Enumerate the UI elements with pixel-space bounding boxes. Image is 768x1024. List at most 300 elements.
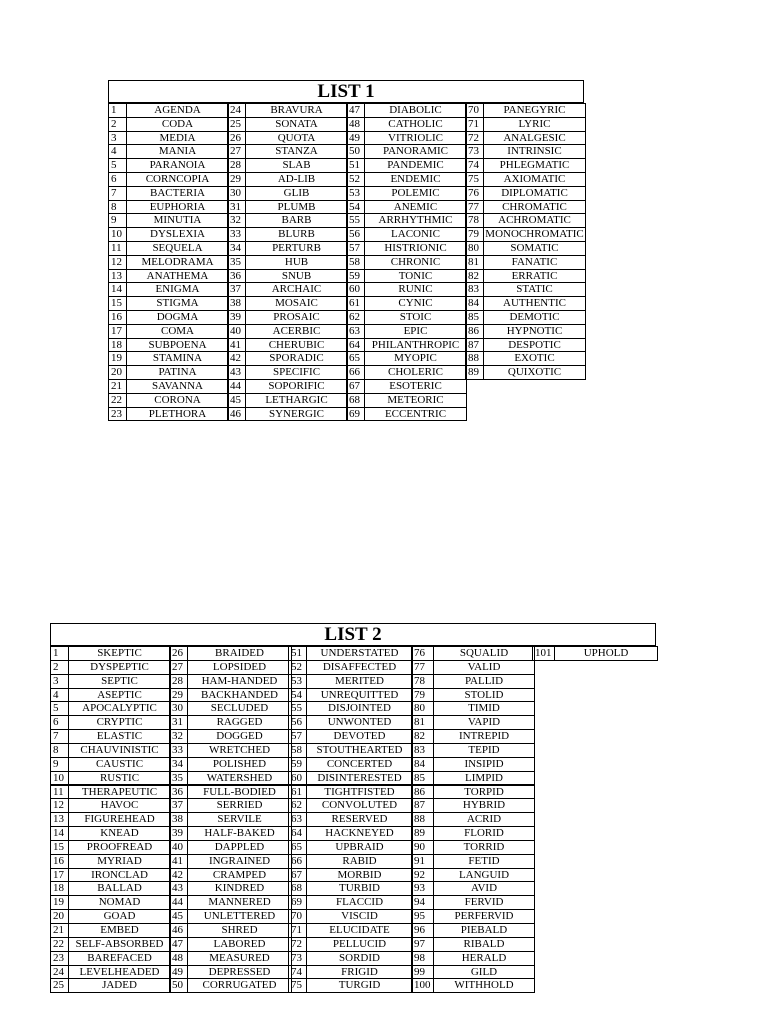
entry-number: 4: [50, 688, 69, 703]
entry-word: PROSAIC: [245, 310, 348, 325]
entry-number: 59: [288, 757, 307, 772]
entry-word: STIGMA: [126, 296, 229, 311]
entry-word: ACHROMATIC: [483, 213, 586, 228]
entry-word: STATIC: [483, 282, 586, 297]
entry-word: SOMATIC: [483, 241, 586, 256]
entry-number: 38: [169, 812, 188, 827]
entry-number: 23: [50, 951, 69, 966]
entry-word: FERVID: [433, 895, 535, 910]
entry-word: CRYPTIC: [68, 715, 171, 730]
entry-number: 59: [346, 269, 365, 284]
entry-word: RUNIC: [364, 282, 467, 297]
entry-word: HYBRID: [433, 798, 535, 813]
entry-word: BALLAD: [68, 881, 171, 896]
entry-word: GLIB: [245, 186, 348, 201]
entry-word: SAVANNA: [126, 379, 229, 394]
entry-number: 64: [288, 826, 307, 841]
entry-number: 42: [227, 351, 246, 366]
entry-number: 67: [288, 868, 307, 883]
entry-number: 101: [532, 646, 555, 661]
entry-word: APOCALYPTIC: [68, 701, 171, 716]
entry-number: 48: [169, 951, 188, 966]
entry-number: 84: [465, 296, 484, 311]
entry-word: LETHARGIC: [245, 393, 348, 408]
entry-number: 19: [108, 351, 127, 366]
entry-word: THERAPEUTIC: [68, 785, 171, 800]
entry-word: HACKNEYED: [306, 826, 413, 841]
entry-word: ANATHEMA: [126, 269, 229, 284]
entry-word: DIPLOMATIC: [483, 186, 586, 201]
entry-number: 10: [108, 227, 127, 242]
entry-number: 21: [108, 379, 127, 394]
entry-word: PARANOIA: [126, 158, 229, 173]
entry-word: LANGUID: [433, 868, 535, 883]
entry-word: RUSTIC: [68, 771, 171, 786]
entry-word: ESOTERIC: [364, 379, 467, 394]
entry-word: SHRED: [187, 923, 292, 938]
entry-word: FLACCID: [306, 895, 413, 910]
entry-number: 68: [346, 393, 365, 408]
entry-word: WATERSHED: [187, 771, 292, 786]
entry-word: MELODRAMA: [126, 255, 229, 270]
entry-word: CODA: [126, 117, 229, 132]
entry-word: MOSAIC: [245, 296, 348, 311]
entry-number: 38: [227, 296, 246, 311]
entry-word: CONCERTED: [306, 757, 413, 772]
entry-word: SEQUELA: [126, 241, 229, 256]
entry-number: 27: [169, 660, 188, 675]
entry-number: 12: [108, 255, 127, 270]
entry-word: HUB: [245, 255, 348, 270]
entry-number: 45: [227, 393, 246, 408]
entry-number: 11: [108, 241, 127, 256]
entry-word: MANIA: [126, 144, 229, 159]
entry-number: 5: [108, 158, 127, 173]
entry-word: VISCID: [306, 909, 413, 924]
entry-word: EXOTIC: [483, 351, 586, 366]
entry-number: 55: [346, 213, 365, 228]
entry-word: VITRIOLIC: [364, 131, 467, 146]
entry-number: 96: [411, 923, 434, 938]
entry-number: 87: [465, 338, 484, 353]
entry-number: 2: [108, 117, 127, 132]
entry-word: TURGID: [306, 978, 413, 993]
entry-number: 83: [411, 743, 434, 758]
entry-word: DYSPEPTIC: [68, 660, 171, 675]
entry-word: VAPID: [433, 715, 535, 730]
entry-word: AVID: [433, 881, 535, 896]
entry-word: JADED: [68, 978, 171, 993]
entry-number: 71: [288, 923, 307, 938]
entry-word: MORBID: [306, 868, 413, 883]
entry-word: UNREQUITTED: [306, 688, 413, 703]
entry-word: LEVELHEADED: [68, 965, 171, 980]
entry-number: 32: [227, 213, 246, 228]
entry-number: 7: [50, 729, 69, 744]
entry-word: PHILANTHROPIC: [364, 338, 467, 353]
entry-word: POLISHED: [187, 757, 292, 772]
entry-word: PALLID: [433, 674, 535, 689]
entry-number: 17: [108, 324, 127, 339]
entry-word: BACKHANDED: [187, 688, 292, 703]
entry-number: 34: [227, 241, 246, 256]
entry-word: SORDID: [306, 951, 413, 966]
entry-word: DAPPLED: [187, 840, 292, 855]
entry-number: 6: [108, 172, 127, 187]
entry-number: 32: [169, 729, 188, 744]
entry-word: UNWONTED: [306, 715, 413, 730]
entry-word: PLUMB: [245, 200, 348, 215]
entry-number: 18: [108, 338, 127, 353]
entry-word: PERTURB: [245, 241, 348, 256]
entry-word: KINDRED: [187, 881, 292, 896]
entry-number: 22: [50, 937, 69, 952]
entry-word: CHROMATIC: [483, 200, 586, 215]
entry-number: 13: [108, 269, 127, 284]
entry-word: STOUTHEARTED: [306, 743, 413, 758]
entry-number: 35: [169, 771, 188, 786]
entry-word: HERALD: [433, 951, 535, 966]
entry-number: 20: [50, 909, 69, 924]
entry-word: KNEAD: [68, 826, 171, 841]
entry-word: RIBALD: [433, 937, 535, 952]
entry-word: TIMID: [433, 701, 535, 716]
entry-word: SECLUDED: [187, 701, 292, 716]
entry-number: 43: [169, 881, 188, 896]
entry-word: TORRID: [433, 840, 535, 855]
entry-number: 40: [169, 840, 188, 855]
entry-word: FLORID: [433, 826, 535, 841]
entry-number: 76: [465, 186, 484, 201]
entry-word: ERRATIC: [483, 269, 586, 284]
entry-word: CORONA: [126, 393, 229, 408]
entry-word: DEPRESSED: [187, 965, 292, 980]
entry-number: 89: [465, 365, 484, 380]
entry-word: SQUALID: [433, 646, 535, 661]
entry-number: 28: [227, 158, 246, 173]
entry-number: 44: [169, 895, 188, 910]
entry-number: 23: [108, 407, 127, 422]
entry-word: RABID: [306, 854, 413, 869]
entry-word: SONATA: [245, 117, 348, 132]
entry-number: 8: [108, 200, 127, 215]
entry-word: DISAFFECTED: [306, 660, 413, 675]
entry-word: ASEPTIC: [68, 688, 171, 703]
list-2-table: [50, 623, 656, 992]
entry-number: 70: [465, 103, 484, 118]
entry-number: 82: [465, 269, 484, 284]
entry-word: SNUB: [245, 269, 348, 284]
entry-word: SEPTIC: [68, 674, 171, 689]
entry-word: DOGMA: [126, 310, 229, 325]
entry-word: BAREFACED: [68, 951, 171, 966]
entry-number: 26: [169, 646, 188, 661]
entry-word: WITHHOLD: [433, 978, 535, 993]
entry-number: 60: [288, 771, 307, 786]
entry-word: LIMPID: [433, 771, 535, 786]
entry-number: 4: [108, 144, 127, 159]
entry-number: 62: [346, 310, 365, 325]
entry-number: 54: [288, 688, 307, 703]
entry-word: MERITED: [306, 674, 413, 689]
entry-word: BACTERIA: [126, 186, 229, 201]
entry-number: 53: [346, 186, 365, 201]
entry-word: EPIC: [364, 324, 467, 339]
entry-word: ANALGESIC: [483, 131, 586, 146]
entry-number: 79: [411, 688, 434, 703]
entry-number: 36: [169, 785, 188, 800]
entry-number: 31: [169, 715, 188, 730]
entry-word: BRAIDED: [187, 646, 292, 661]
entry-number: 78: [411, 674, 434, 689]
entry-word: SUBPOENA: [126, 338, 229, 353]
entry-word: UNDERSTATED: [306, 646, 413, 661]
entry-number: 100: [411, 978, 434, 993]
entry-number: 46: [227, 407, 246, 422]
entry-number: 99: [411, 965, 434, 980]
entry-number: 41: [227, 338, 246, 353]
list-2-title: LIST 2: [50, 623, 656, 646]
entry-number: 49: [169, 965, 188, 980]
entry-number: 48: [346, 117, 365, 132]
entry-number: 70: [288, 909, 307, 924]
entry-number: 13: [50, 812, 69, 827]
entry-word: EUPHORIA: [126, 200, 229, 215]
entry-word: CORRUGATED: [187, 978, 292, 993]
entry-number: 29: [169, 688, 188, 703]
entry-number: 57: [346, 241, 365, 256]
entry-number: 14: [50, 826, 69, 841]
entry-word: UNLETTERED: [187, 909, 292, 924]
list-1-title: LIST 1: [108, 80, 584, 103]
entry-number: 66: [288, 854, 307, 869]
entry-word: DEVOTED: [306, 729, 413, 744]
entry-number: 15: [50, 840, 69, 855]
entry-number: 30: [227, 186, 246, 201]
entry-number: 28: [169, 674, 188, 689]
entry-number: 25: [227, 117, 246, 132]
entry-number: 7: [108, 186, 127, 201]
entry-number: 90: [411, 840, 434, 855]
entry-word: SERVILE: [187, 812, 292, 827]
entry-word: HAM-HANDED: [187, 674, 292, 689]
entry-number: 6: [50, 715, 69, 730]
entry-number: 47: [169, 937, 188, 952]
entry-word: COMA: [126, 324, 229, 339]
entry-number: 40: [227, 324, 246, 339]
entry-number: 56: [288, 715, 307, 730]
entry-number: 79: [465, 227, 484, 242]
entry-word: QUIXOTIC: [483, 365, 586, 380]
entry-number: 22: [108, 393, 127, 408]
entry-word: CHERUBIC: [245, 338, 348, 353]
entry-word: MONOCHROMATIC: [483, 227, 586, 242]
entry-number: 95: [411, 909, 434, 924]
entry-word: PANDEMIC: [364, 158, 467, 173]
entry-number: 52: [288, 660, 307, 675]
entry-number: 68: [288, 881, 307, 896]
entry-word: PATINA: [126, 365, 229, 380]
entry-number: 15: [108, 296, 127, 311]
entry-number: 36: [227, 269, 246, 284]
entry-number: 56: [346, 227, 365, 242]
entry-word: SOPORIFIC: [245, 379, 348, 394]
entry-word: SELF-ABSORBED: [68, 937, 171, 952]
entry-word: ELUCIDATE: [306, 923, 413, 938]
entry-word: BARB: [245, 213, 348, 228]
entry-word: DESPOTIC: [483, 338, 586, 353]
entry-word: LACONIC: [364, 227, 467, 242]
entry-number: 27: [227, 144, 246, 159]
entry-number: 37: [169, 798, 188, 813]
entry-word: MYRIAD: [68, 854, 171, 869]
entry-word: VALID: [433, 660, 535, 675]
entry-word: CHOLERIC: [364, 365, 467, 380]
entry-number: 53: [288, 674, 307, 689]
entry-number: 72: [288, 937, 307, 952]
entry-word: TORPID: [433, 785, 535, 800]
entry-word: PERFERVID: [433, 909, 535, 924]
entry-number: 18: [50, 881, 69, 896]
entry-word: PANORAMIC: [364, 144, 467, 159]
entry-number: 3: [108, 131, 127, 146]
entry-number: 24: [50, 965, 69, 980]
entry-word: LOPSIDED: [187, 660, 292, 675]
entry-number: 17: [50, 868, 69, 883]
entry-number: 49: [346, 131, 365, 146]
entry-word: AXIOMATIC: [483, 172, 586, 187]
entry-number: 2: [50, 660, 69, 675]
entry-word: PELLUCID: [306, 937, 413, 952]
entry-word: METEORIC: [364, 393, 467, 408]
entry-number: 81: [465, 255, 484, 270]
entry-word: HAVOC: [68, 798, 171, 813]
entry-number: 34: [169, 757, 188, 772]
entry-word: STANZA: [245, 144, 348, 159]
entry-number: 24: [227, 103, 246, 118]
entry-number: 85: [411, 771, 434, 786]
entry-number: 50: [346, 144, 365, 159]
entry-number: 41: [169, 854, 188, 869]
entry-word: DISJOINTED: [306, 701, 413, 716]
entry-number: 50: [169, 978, 188, 993]
entry-number: 75: [288, 978, 307, 993]
entry-word: INGRAINED: [187, 854, 292, 869]
entry-number: 25: [50, 978, 69, 993]
entry-number: 71: [465, 117, 484, 132]
entry-word: AGENDA: [126, 103, 229, 118]
entry-word: LABORED: [187, 937, 292, 952]
entry-number: 80: [465, 241, 484, 256]
entry-number: 77: [411, 660, 434, 675]
entry-number: 61: [288, 785, 307, 800]
entry-word: PANEGYRIC: [483, 103, 586, 118]
entry-number: 82: [411, 729, 434, 744]
entry-number: 30: [169, 701, 188, 716]
entry-word: NOMAD: [68, 895, 171, 910]
entry-number: 39: [227, 310, 246, 325]
entry-word: LYRIC: [483, 117, 586, 132]
entry-word: SLAB: [245, 158, 348, 173]
entry-word: BLURB: [245, 227, 348, 242]
entry-word: DYSLEXIA: [126, 227, 229, 242]
entry-number: 75: [465, 172, 484, 187]
entry-number: 35: [227, 255, 246, 270]
entry-number: 83: [465, 282, 484, 297]
entry-word: STOLID: [433, 688, 535, 703]
entry-number: 3: [50, 674, 69, 689]
entry-word: CHRONIC: [364, 255, 467, 270]
entry-number: 8: [50, 743, 69, 758]
entry-word: CYNIC: [364, 296, 467, 311]
entry-number: 72: [465, 131, 484, 146]
entry-number: 11: [50, 785, 69, 800]
entry-word: ENDEMIC: [364, 172, 467, 187]
entry-number: 60: [346, 282, 365, 297]
entry-number: 62: [288, 798, 307, 813]
entry-number: 51: [288, 646, 307, 661]
entry-number: 74: [465, 158, 484, 173]
entry-number: 55: [288, 701, 307, 716]
entry-number: 16: [50, 854, 69, 869]
entry-word: HYPNOTIC: [483, 324, 586, 339]
entry-word: UPHOLD: [554, 646, 658, 661]
entry-word: CAUSTIC: [68, 757, 171, 772]
entry-word: TONIC: [364, 269, 467, 284]
entry-number: 73: [465, 144, 484, 159]
entry-word: INSIPID: [433, 757, 535, 772]
entry-word: INTRINSIC: [483, 144, 586, 159]
entry-number: 88: [465, 351, 484, 366]
entry-word: AD-LIB: [245, 172, 348, 187]
entry-word: INTREPID: [433, 729, 535, 744]
entry-word: TIGHTFISTED: [306, 785, 413, 800]
entry-word: AUTHENTIC: [483, 296, 586, 311]
entry-number: 16: [108, 310, 127, 325]
entry-number: 80: [411, 701, 434, 716]
entry-word: MYOPIC: [364, 351, 467, 366]
entry-number: 12: [50, 798, 69, 813]
entry-number: 69: [288, 895, 307, 910]
entry-word: ELASTIC: [68, 729, 171, 744]
entry-number: 51: [346, 158, 365, 173]
entry-word: FIGUREHEAD: [68, 812, 171, 827]
entry-word: CRAMPED: [187, 868, 292, 883]
entry-number: 66: [346, 365, 365, 380]
entry-word: IRONCLAD: [68, 868, 171, 883]
entry-number: 43: [227, 365, 246, 380]
entry-word: PLETHORA: [126, 407, 229, 422]
entry-number: 92: [411, 868, 434, 883]
entry-number: 37: [227, 282, 246, 297]
entry-word: FANATIC: [483, 255, 586, 270]
entry-word: FULL-BODIED: [187, 785, 292, 800]
entry-number: 9: [108, 213, 127, 228]
entry-word: EMBED: [68, 923, 171, 938]
entry-number: 44: [227, 379, 246, 394]
entry-word: DOGGED: [187, 729, 292, 744]
entry-number: 74: [288, 965, 307, 980]
entry-number: 52: [346, 172, 365, 187]
entry-word: SPORADIC: [245, 351, 348, 366]
entry-number: 63: [288, 812, 307, 827]
entry-number: 78: [465, 213, 484, 228]
entry-number: 81: [411, 715, 434, 730]
entry-word: CONVOLUTED: [306, 798, 413, 813]
entry-word: FRIGID: [306, 965, 413, 980]
entry-word: UPBRAID: [306, 840, 413, 855]
entry-word: HISTRIONIC: [364, 241, 467, 256]
